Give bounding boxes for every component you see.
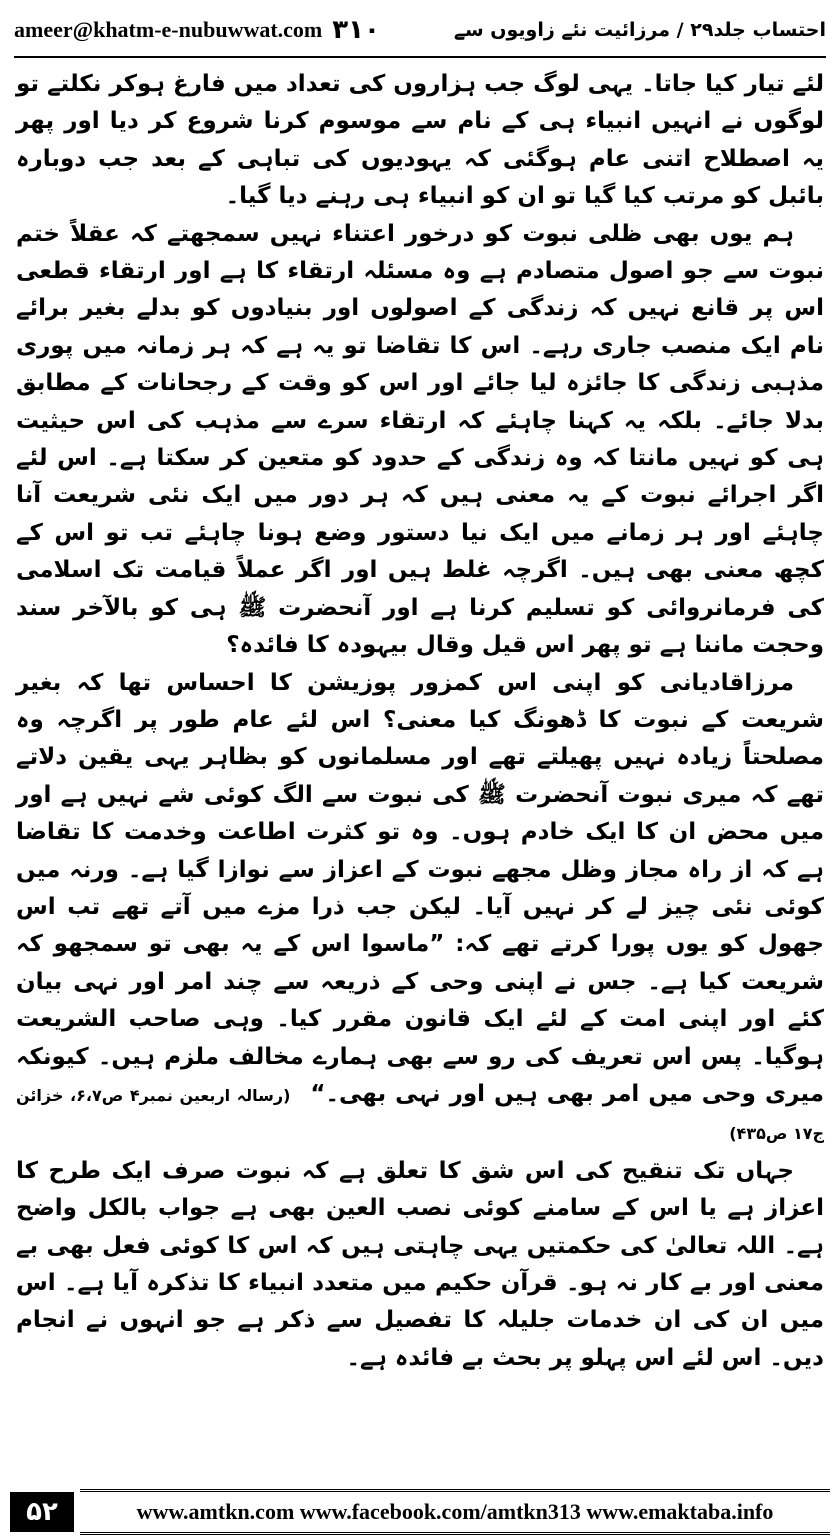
- header-page-number: ۳۱۰: [332, 15, 380, 45]
- paragraph-2: ہم یوں بھی ظلی نبوت کو درخور اعتناء نہیں سمجھتے کہ عقلاً ختم نبوت سے جو اصول متصادم ہے وہ مسئلہ ارتقاء کا ہے اور ارتقاء قطعی اس پر قانع نہیں کہ زندگی کے اصولوں اور بنیادوں کو بدلے بغیر برائے نام ایک منصب جاری رہے۔ اس کا تقاضا تو یہ ہے کہ ہر زمانہ میں پوری مذہبی زندگی کا جائزہ لیا جائے اور اس کو وقت کے رجحانات کے مطابق بدلا جائے۔ بلکہ یہ کہنا چاہئے کہ ارتقاء سرے سے مذہب کی اس حیثیت ہی کو نہیں مانتا کہ وہ زندگی کے حدود کو متعین کر سکتا ہے۔ اس لئے اگر اجرائے نبوت کے یہ معنی ہیں کہ ہر دور میں ایک نئی شریعت آنا چاہئے اور ہر زمانے میں ایک نیا دستور وضع ہونا چاہئے تب تو اس کے کچھ معنی بھی ہیں۔ اگرچہ غلط ہیں اور اگر عملاً قیامت تک اسلامی کی فرمانروائی کو تسلیم کرنا ہے اور آنحضرت ﷺ ہی کو بالآخر سند وحجت ماننا ہے تو پھر اس قیل وقال بیہودہ کا فائدہ؟: [16, 220, 824, 659]
- page-body: [16, 66, 824, 1377]
- footer-page-number: ۵۲: [10, 1492, 74, 1532]
- citation: (رسالہ اربعین نمبر۴ ص۶،۷، خزائن ج۱۷ ص۴۳۵): [16, 1085, 824, 1144]
- header-rule: [14, 56, 826, 58]
- paragraph-3-text: مرزاقادیانی کو اپنی اس کمزور پوزیشن کا احساس تھا کہ بغیر شریعت کے نبوت کا ڈھونگ کیا معنی؟ اس لئے عام طور پر اگرچہ وہ مصلحتاً زیادہ نہیں پھیلتے تھے اور مسلمانوں کو بظاہر یہی یقین دلاتے تھے کہ میری نبوت آنحضرت ﷺ کی نبوت سے الگ کوئی شے نہیں ہے اور میں محض ان کا ایک خادم ہوں۔ وہ تو کثرت اطاعت وخدمت کا تقاضا ہے کہ از راہ مجاز وظل مجھے نبوت کے اعزاز سے نوازا گیا ہے۔ ورنہ میں کوئی نئی چیز لے کر نہیں آیا۔ لیکن جب ذرا مزے میں آتے تھے تب اس جھول کو یوں پورا کرتے تھے کہ: ”ماسوا اس کے یہ بھی تو سمجھو کہ شریعت کیا ہے۔ جس نے اپنی وحی کے ذریعہ سے چند امر اور نہی بیان کئے اور اپنی امت کے لئے ایک قانون مقرر کیا۔ وہی صاحب الشریعت ہوگیا۔ پس اس تعریف کی رو سے بھی ہمارے مخالف ملزم ہیں۔ کیونکہ میری وحی میں امر بھی ہیں اور نہی بھی۔“: [16, 669, 825, 1107]
- paragraph-3: [16, 665, 824, 1153]
- page-header: [14, 10, 826, 50]
- paragraph-4: جہاں تک تنقیح کی اس شق کا تعلق ہے کہ نبوت صرف ایک طرح کا اعزاز ہے یا اس کے سامنے کوئی نصب العین بھی ہے جواب بالکل واضح ہے۔ اللہ تعالیٰ کی حکمتیں یہی چاہتی ہیں کہ اس کا کوئی فعل بھی بے معنی اور بے کار نہ ہو۔ قرآن حکیم میں متعدد انبیاء کا تذکرہ آیا ہے۔ اس میں ان کی ان خدمات جلیلہ کا تفصیل سے ذکر ہے جو انہوں نے انجام دیں۔ اس لئے اس پہلو پر بحث بے فائدہ ہے۔: [16, 1157, 824, 1371]
- header-left: [14, 15, 380, 45]
- header-running-title: احتساب جلد۲۹ / مرزائیت نئے زاویوں سے: [453, 19, 826, 41]
- header-email[interactable]: ameer@khatm-e-nubuwwat.com: [14, 17, 323, 42]
- paragraph-1: لئے تیار کیا جاتا۔ یہی لوگ جب ہزاروں کی تعداد میں فارغ ہوکر نکلتے تو لوگوں نے انہیں انبیاء ہی کے نام سے موسوم کرنا شروع کر دیا اور پھر یہ اصطلاح اتنی عام ہوگئی کہ یہودیوں کی تباہی کے بعد جب دوبارہ بائبل کو مرتب کیا گیا تو ان کو انبیاء ہی رہنے دیا گیا۔: [16, 71, 824, 210]
- page-footer: [10, 1490, 830, 1534]
- footer-links[interactable]: www.amtkn.com www.facebook.com/amtkn313 www.emaktaba.info: [80, 1489, 830, 1535]
